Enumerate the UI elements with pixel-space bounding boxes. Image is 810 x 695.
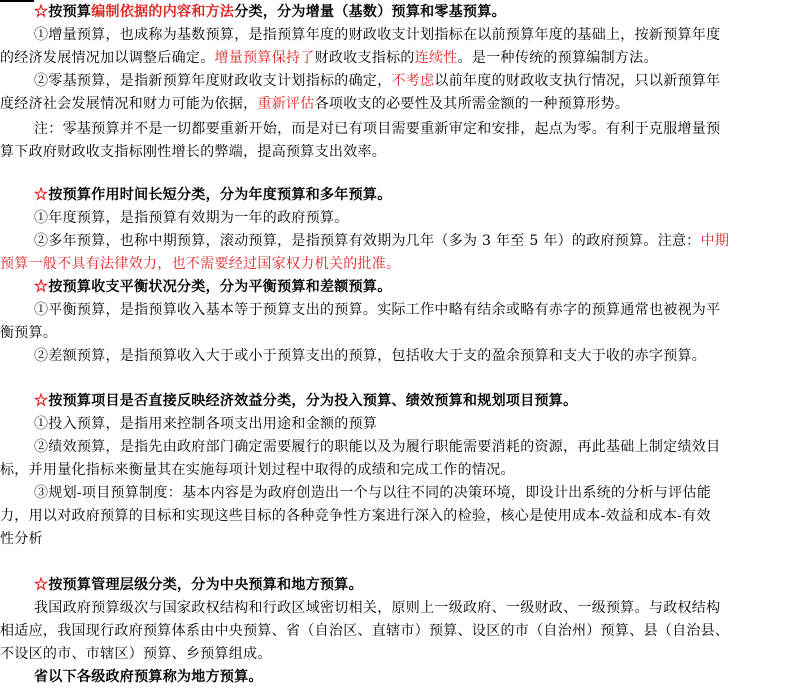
paragraph-balanced-budget-cont: 衡预算。	[0, 325, 58, 341]
top-rule	[0, 0, 34, 2]
paragraph-incremental-budget-cont: 的经济发展情况加以调整后确定。增量预算保持了财政收支指标的连续性。是一种传统的预算编制方法。	[0, 50, 658, 66]
star-icon: ☆	[34, 577, 49, 593]
section-heading-time-span: ☆按预算作用时间长短分类，分为年度预算和多年预算。	[34, 187, 392, 203]
paragraph-zero-based-budget: ②零基预算，是指新预算年度财政收支计划指标的确定，不考虑以前年度的财政收支执行情况，只以新预算年	[34, 73, 721, 89]
paragraph-balanced-budget: ①平衡预算，是指预算收入基本等于预算支出的预算。实际工作中略有结余或略有赤字的预算通常也被视为平	[34, 302, 721, 318]
paragraph-annual-budget: ①年度预算，是指预算有效期为一年的政府预算。	[34, 210, 349, 226]
section-heading-compile-basis: ☆按预算编制依据的内容和方法分类，分为增量（基数）预算和零基预算。	[34, 4, 506, 20]
paragraph-incremental-budget: ①增量预算，也成称为基数预算，是指预算年度的财政收支计划指标在以前预算年度的基础上，按新预算年度	[34, 27, 721, 43]
star-icon: ☆	[34, 279, 49, 295]
paragraph-zero-based-budget-cont: 度经济社会发展情况和财力可能为依据，重新评估各项收支的必要性及其所需金额的一种预算形势。	[0, 96, 630, 112]
paragraph-planning-budget-cont: 力，用以对政府预算的目标和实现这些目标的各种竞争性方案进行深入的检验，核心是使用成本-效益和成本-有效	[0, 508, 711, 524]
paragraph-planning-budget: ③规划-项目预算制度：基本内容是为政府创造出一个与以往不同的决策环境，即设计出系统的分析与评估能	[34, 485, 712, 501]
section-heading-management-level: ☆按预算管理层级分类，分为中央预算和地方预算。	[34, 577, 363, 593]
paragraph-budget-levels-cont: 相适应，我国现行政府预算体系由中央预算、省（自治区、直辖市）预算、设区的市（自治州）预算、县（自治县、	[0, 623, 730, 639]
paragraph-multi-year-budget-cont: 预算一般不具有法律效力，也不需要经过国家权力机关的批准。	[0, 256, 401, 272]
paragraph-local-budget: 省以下各级政府预算称为地方预算。	[34, 669, 263, 685]
paragraph-multi-year-budget: ②多年预算，也称中期预算，滚动预算，是指预算有效期为几年（多为 3 年至 5 年）的政府预算。注意：中期	[34, 233, 730, 249]
section-heading-balance: ☆按预算收支平衡状况分类，分为平衡预算和差额预算。	[34, 279, 392, 295]
paragraph-budget-levels-end: 不设区的市、市辖区）预算、乡预算组成。	[0, 646, 272, 662]
star-icon: ☆	[34, 4, 49, 20]
paragraph-performance-budget: ②绩效预算，是指先由政府部门确定需要履行的职能以及为履行职能需要消耗的资源，再此基础上制定绩效目	[34, 439, 721, 455]
paragraph-budget-levels: 我国政府预算级次与国家政权结构和行政区域密切相关，原则上一级政府、一级财政、一级预算。与政权结构	[34, 600, 721, 616]
paragraph-difference-budget: ②差额预算，是指预算收入大于或小于预算支出的预算，包括收大于支的盈余预算和支大于收的赤字预算。	[34, 348, 707, 364]
star-icon: ☆	[34, 393, 49, 409]
paragraph-planning-budget-end: 性分析	[0, 531, 43, 547]
paragraph-note: 注：零基预算并不是一切都要重新开始，而是对已有项目需要重新审定和安排，起点为零。有利于克服增量预	[34, 121, 721, 137]
paragraph-note-cont: 算下政府财政收支指标刚性增长的弊端，提高预算支出效率。	[0, 144, 387, 160]
section-heading-performance: ☆按预算项目是否直接反映经济效益分类，分为投入预算、绩效预算和规划项目预算。	[34, 393, 578, 409]
star-icon: ☆	[34, 187, 49, 203]
paragraph-input-budget: ①投入预算，是指用来控制各项支出用途和金额的预算	[34, 416, 378, 432]
paragraph-performance-budget-cont: 标，并用量化指标来衡量其在实施每项计划过程中取得的成绩和完成工作的情况。	[0, 462, 515, 478]
